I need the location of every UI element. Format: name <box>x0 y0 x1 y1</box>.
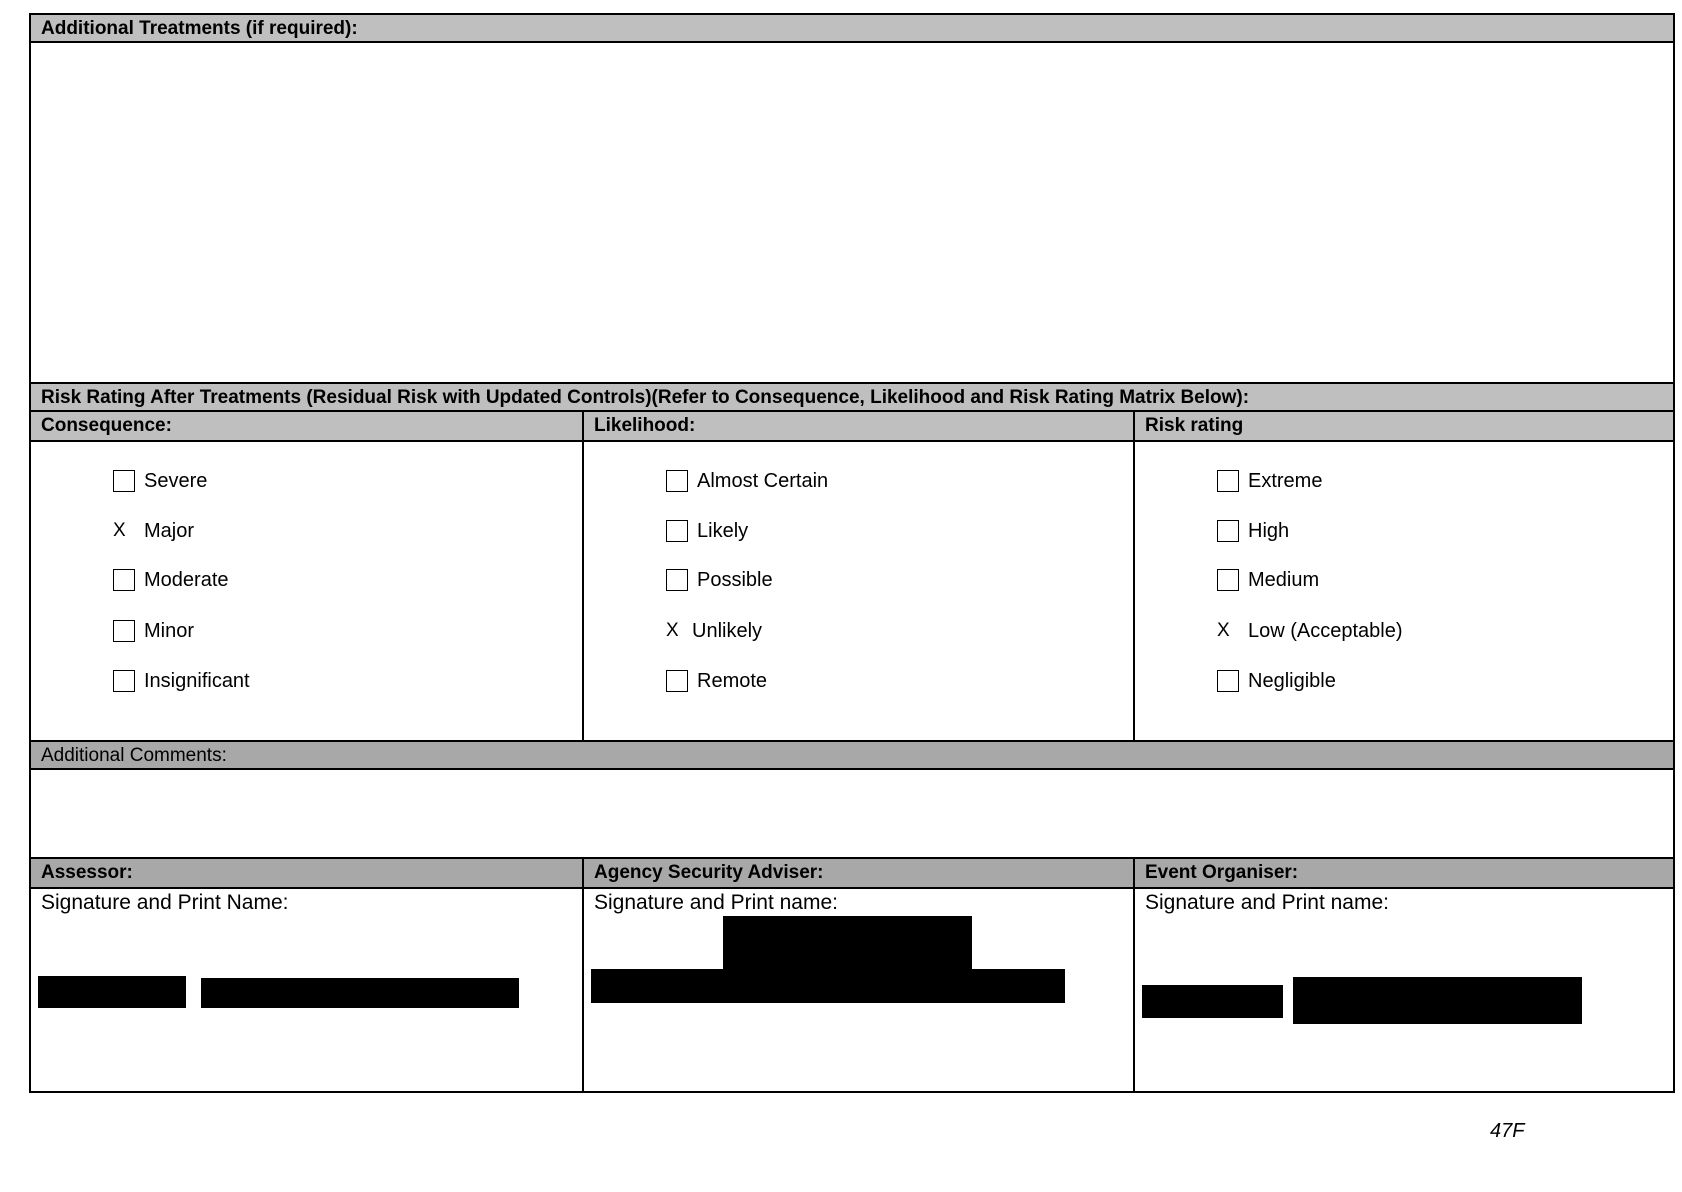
option-low-acceptable[interactable] <box>1217 618 1403 644</box>
option-minor[interactable] <box>113 618 194 644</box>
option-label: Low (Acceptable) <box>1248 619 1403 642</box>
likelihood-options <box>582 442 1133 740</box>
checkbox-icon[interactable] <box>113 569 135 591</box>
redaction-block <box>38 976 186 1008</box>
option-label: Insignificant <box>144 669 250 692</box>
checkbox-icon[interactable] <box>666 470 688 492</box>
option-possible[interactable] <box>666 567 773 593</box>
event-organiser-signature-cell[interactable] <box>1133 889 1673 1091</box>
risk-rating-header: Risk Rating After Treatments (Residual Risk with Updated Controls)(Refer to Consequence, Likelihood and Risk Rating Matrix Below): <box>31 384 1673 412</box>
option-label: Remote <box>697 669 768 692</box>
additional-treatments-field[interactable] <box>31 43 1673 384</box>
checkbox-icon[interactable] <box>113 470 135 492</box>
signature-headers <box>31 859 1673 889</box>
checkbox-icon[interactable] <box>666 670 688 692</box>
x-mark-icon[interactable]: X <box>113 520 126 541</box>
risk-rating-column-headers <box>31 412 1673 442</box>
signature-label: Signature and Print Name: <box>41 891 289 914</box>
risk-rating-options <box>31 442 1673 742</box>
checkbox-icon[interactable] <box>113 620 135 642</box>
checkbox-icon[interactable] <box>1217 670 1239 692</box>
option-high[interactable] <box>1217 518 1289 544</box>
option-label: Minor <box>144 619 195 642</box>
x-mark-icon[interactable]: X <box>1217 620 1230 641</box>
checkbox-icon[interactable] <box>1217 569 1239 591</box>
additional-treatments-header: Additional Treatments (if required): <box>31 15 1673 43</box>
page-number: 47F <box>1490 1120 1525 1142</box>
option-label: Extreme <box>1248 469 1323 492</box>
risk-rating-level-header: Risk rating <box>1133 412 1673 440</box>
option-label: Unlikely <box>692 619 763 642</box>
option-extreme[interactable] <box>1217 468 1322 494</box>
checkbox-icon[interactable] <box>1217 520 1239 542</box>
signature-row <box>31 889 1673 1091</box>
consequence-options <box>31 442 582 740</box>
redaction-block <box>723 916 972 971</box>
security-adviser-signature-cell[interactable] <box>582 889 1133 1091</box>
option-insignificant[interactable] <box>113 668 250 694</box>
risk-assessment-form <box>29 13 1675 1093</box>
option-almost-certain[interactable] <box>666 468 828 494</box>
option-moderate[interactable] <box>113 567 229 593</box>
redaction-block <box>201 978 519 1008</box>
option-label: Moderate <box>144 568 229 591</box>
checkbox-icon[interactable] <box>666 520 688 542</box>
event-organiser-header: Event Organiser: <box>1133 859 1673 887</box>
checkbox-icon[interactable] <box>113 670 135 692</box>
option-label: Severe <box>144 469 208 492</box>
option-label: Almost Certain <box>697 469 829 492</box>
option-label: Major <box>144 519 195 542</box>
redaction-block <box>1142 985 1283 1018</box>
consequence-header: Consequence: <box>31 412 582 440</box>
signature-label: Signature and Print name: <box>1145 891 1389 914</box>
x-mark-icon[interactable]: X <box>666 620 679 641</box>
option-label: High <box>1248 519 1290 542</box>
risk-level-options <box>1133 442 1673 740</box>
checkbox-icon[interactable] <box>666 569 688 591</box>
option-major[interactable] <box>113 518 194 544</box>
redaction-block <box>1293 977 1582 1024</box>
redaction-block <box>591 969 1065 1003</box>
option-label: Medium <box>1248 568 1320 591</box>
option-severe[interactable] <box>113 468 207 494</box>
option-label: Possible <box>697 568 773 591</box>
signature-label: Signature and Print name: <box>594 891 838 914</box>
checkbox-icon[interactable] <box>1217 470 1239 492</box>
assessor-signature-cell[interactable] <box>31 889 582 1091</box>
option-label: Negligible <box>1248 669 1336 692</box>
option-label: Likely <box>697 519 749 542</box>
option-remote[interactable] <box>666 668 767 694</box>
option-likely[interactable] <box>666 518 748 544</box>
additional-comments-header: Additional Comments: <box>31 742 1673 770</box>
likelihood-header: Likelihood: <box>582 412 1133 440</box>
option-unlikely[interactable] <box>666 618 762 644</box>
assessor-header: Assessor: <box>31 859 582 887</box>
security-adviser-header: Agency Security Adviser: <box>582 859 1133 887</box>
option-negligible[interactable] <box>1217 668 1336 694</box>
additional-comments-field[interactable] <box>31 770 1673 859</box>
option-medium[interactable] <box>1217 567 1319 593</box>
